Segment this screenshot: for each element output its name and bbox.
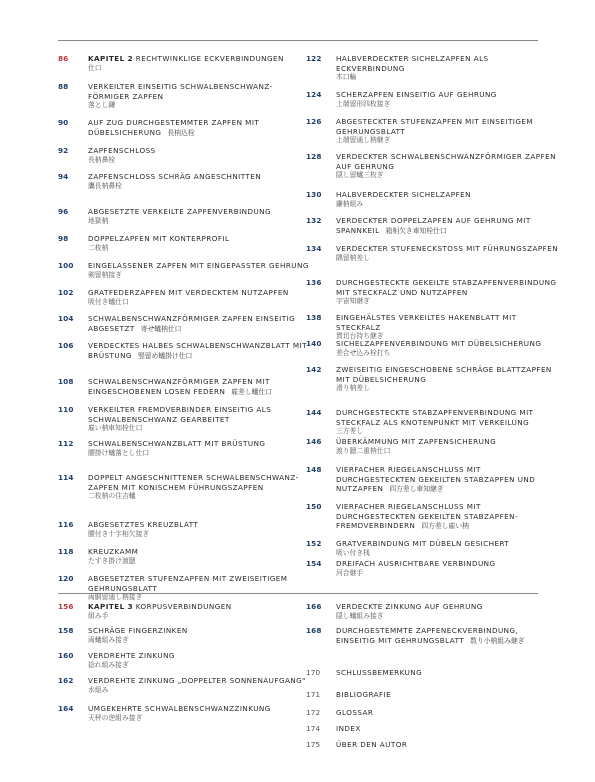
entry-text [88, 704, 312, 723]
entry-japanese: 上端留形四枚接ぎ [336, 99, 391, 108]
entry-text [88, 261, 312, 280]
entry-title-line [336, 668, 560, 678]
entry-japanese: 木口輪 [336, 73, 357, 82]
page-number: 106 [58, 341, 74, 350]
entry-japanese: 上端留通し枘継ぎ [336, 136, 391, 145]
page-number: 171 [306, 690, 321, 699]
page-number: 158 [58, 626, 74, 635]
entry-title: SCHRÄGE FINGERZINKEN [88, 626, 188, 635]
entry-title-line [88, 261, 312, 271]
page-number: 174 [306, 724, 321, 733]
entry-title-line [88, 676, 312, 686]
page-number: 142 [306, 365, 322, 374]
entry-title-line [88, 473, 312, 492]
entry-title: KREUZKAMM [88, 547, 139, 556]
entry-title-line [88, 118, 312, 138]
page-number: 138 [306, 313, 322, 322]
entry-title-line [336, 339, 560, 349]
entry-text [336, 244, 560, 263]
chapter-label: KAPITEL 2 [88, 54, 134, 63]
chapter3-right-column [306, 602, 556, 772]
page-number: 126 [306, 117, 322, 126]
page-number: 136 [306, 278, 322, 287]
page-number: 100 [58, 261, 74, 270]
entry-title: VERDREHTE ZINKUNG „DOPPELTER SONNENAUFGANG“ [88, 676, 307, 685]
entry-title: SCHLUSSBEMERKUNG [336, 668, 423, 677]
entry-title-line [336, 90, 560, 100]
page-number: 124 [306, 90, 322, 99]
page-number: 146 [306, 437, 322, 446]
entry-japanese: 雇い枘車知栓仕口 [88, 424, 143, 433]
entry-japanese: 吸付き蟻仕口 [88, 297, 129, 306]
entry-text [336, 539, 560, 558]
entry-title: DOPPELZAPFEN MIT KONTERPROFIL [88, 234, 230, 243]
page-number: 172 [306, 708, 321, 717]
page-number: 90 [58, 118, 69, 127]
chapter2-left-column [58, 54, 313, 602]
page-number: 110 [58, 405, 74, 414]
page-number: 170 [306, 668, 321, 677]
entry-title: DURCHGESTECKTE STABZAPFENVERBINDUNG MIT STECKFALZ ALS KNOTENPUNKT MIT VERKEILUNG [336, 408, 534, 427]
page-number: 140 [306, 339, 322, 348]
entry-japanese: 鎌枘組み [336, 199, 364, 208]
page-number: 108 [58, 377, 74, 386]
entry-japanese: 四方差し車知継ぎ [389, 485, 444, 494]
page-number: 152 [306, 539, 322, 548]
entry-title: VERDECKTER DOPPELZAPFEN AUF GEHRUNG MIT SPANNKEIL [336, 216, 531, 235]
entry-text [88, 602, 312, 621]
top-rule [58, 40, 538, 41]
entry-title: SCHWALBENSCHWANZFÖRMIGER ZAPFEN MIT EINGESCHOBENEN LOSEN FEDERN [88, 377, 270, 396]
entry-title: HALBVERDECKTER SICHELZAPFEN [336, 190, 471, 199]
entry-text [88, 377, 312, 397]
entry-text [88, 676, 312, 695]
page-number: 150 [306, 502, 322, 511]
entry-text [336, 502, 560, 532]
entry-japanese: たすき掛け渡腮 [88, 556, 136, 565]
page-number: 104 [58, 314, 74, 323]
entry-text [336, 313, 560, 341]
entry-title-line [88, 207, 312, 217]
entry-text [88, 314, 312, 334]
entry-title-line [336, 313, 560, 332]
entry-text [336, 602, 560, 621]
page-number: 92 [58, 146, 69, 155]
entry-title: ZWEISEITIG EINGESCHOBENE SCHRÄGE BLATTZAPFEN MIT DÜBELSICHERUNG [336, 365, 552, 384]
entry-text [88, 118, 312, 138]
entry-title: VERDECKTE ZINKUNG AUF GEHRUNG [336, 602, 483, 611]
entry-title: SCHERZAPFEN EINSEITIG AUF GEHRUNG [336, 90, 497, 99]
entry-title-line [336, 244, 560, 254]
entry-title-line [88, 377, 312, 397]
entry-title: GLOSSAR [336, 708, 374, 717]
entry-japanese: 差合せ込み栓打ち [336, 348, 391, 357]
entry-title: GRATFEDERZAPFEN MIT VERDECKTEM NUTZAPFEN [88, 288, 289, 297]
entry-title-line [336, 278, 560, 297]
entry-text [336, 339, 560, 358]
entry-text [336, 724, 560, 734]
entry-text [336, 216, 560, 236]
entry-text [336, 278, 560, 306]
entry-title-line [336, 690, 560, 700]
entry-text [336, 668, 560, 678]
entry-title-line [336, 626, 560, 646]
entry-title: ÜBERKÄMMUNG MIT ZAPFENSICHERUNG [336, 437, 497, 446]
entry-text [336, 437, 560, 456]
entry-japanese: 長枘込栓 [167, 128, 195, 137]
page-number: 168 [306, 626, 322, 635]
entry-title-line [336, 602, 560, 612]
entry-japanese: 両胴留通し枘接ぎ [88, 593, 143, 602]
page-number: 144 [306, 408, 322, 417]
entry-title: ABGESETZTES KREUZBLATT [88, 520, 199, 529]
page-number: 132 [306, 216, 322, 225]
entry-title-line [336, 365, 560, 384]
entry-japanese: 貫切台持ち継ぎ [336, 332, 384, 341]
entry-title: VERDECKTER SCHWALBENSCHWANZFÖRMIGER ZAPFEN AUF GEHRUNG [336, 152, 556, 171]
entry-title-line [88, 520, 312, 530]
entry-title: VERKEILTER FREMDVERBINDER EINSEITIG ALS SCHWALBENSCHWANZ GEARBEITET [88, 405, 272, 424]
entry-text [88, 574, 312, 602]
entry-text [336, 190, 560, 209]
entry-text [88, 405, 312, 433]
entry-title: KORPUSVERBINDUNGEN [135, 602, 232, 611]
entry-title: DOPPELT ANGESCHNITTENER SCHWALBENSCHWANZ-ZAPFEN MIT KONISCHEM FÜHRUNGSZAPFEN [88, 473, 299, 492]
entry-text [88, 172, 312, 191]
chapter-label: KAPITEL 3 [88, 602, 134, 611]
page-number: 112 [58, 439, 74, 448]
entry-text [88, 520, 312, 539]
entry-text [336, 117, 560, 145]
page-number: 175 [306, 740, 321, 749]
page-number: 128 [306, 152, 322, 161]
entry-japanese: 雇差し蟻仕口 [231, 387, 273, 396]
page-number: 164 [58, 704, 74, 713]
entry-japanese: 箱相欠き車知栓仕口 [385, 226, 447, 235]
entry-title-line [88, 439, 312, 449]
entry-text [88, 473, 312, 501]
entry-text [336, 690, 560, 700]
entry-title-line [336, 408, 560, 427]
entry-japanese: 二枚枘 [88, 243, 109, 252]
entry-text [336, 54, 560, 82]
entry-title-line [88, 602, 312, 612]
entry-japanese: 河合継手 [336, 568, 364, 577]
entry-title: VERDECKTES HALBES SCHWALBENSCHWANZBLATT MIT BRÜSTUNG [88, 341, 307, 360]
entry-title: SICHELZAPFENVERBINDUNG MIT DÜBELSICHERUNG [336, 339, 542, 348]
page-number: 122 [306, 54, 322, 63]
entry-title: ZAPFENSCHLOSS [88, 146, 156, 155]
entry-japanese: 腰掛け蟻落とし仕口 [88, 448, 150, 457]
entry-japanese: 吸い付き桟 [336, 548, 370, 557]
entry-japanese: 落とし鎌 [88, 101, 116, 110]
entry-title-line [88, 172, 312, 182]
entry-title-line [336, 724, 560, 734]
page-number: 86 [58, 54, 69, 63]
entry-title-line [336, 152, 560, 171]
entry-title-line [336, 559, 560, 569]
entry-title: VERKEILTER EINSEITIG SCHWALBENSCHWANZ-FÖRMIGER ZAPFEN [88, 82, 273, 101]
entry-title: ÜBER DEN AUTOR [336, 740, 408, 749]
entry-japanese: 天秤の逆組み接ぎ [88, 713, 143, 722]
page-number: 114 [58, 473, 74, 482]
entry-japanese: 地獄枘 [88, 216, 109, 225]
page-number: 88 [58, 82, 69, 91]
page-number: 134 [306, 244, 322, 253]
entry-text [88, 146, 312, 165]
entry-title-line [88, 146, 312, 156]
entry-title-line [88, 341, 312, 361]
entry-title: UMGEKEHRTE SCHWALBENSCHWANZZINKUNG [88, 704, 271, 713]
entry-title: VERDECKTER STUFENECKSTOSS MIT FÜHRUNGSZAPFEN [336, 244, 559, 253]
page-number: 94 [58, 172, 69, 181]
entry-japanese: 剣留枘接ぎ [88, 270, 122, 279]
page-number: 116 [58, 520, 74, 529]
entry-japanese: 組み手 [88, 611, 109, 620]
entry-title: DURCHGESTEMMTE ZAPFENECKVERBINDUNG, EINSEITIG MIT GEHRUNGSBLATT [336, 626, 519, 645]
entry-title: ABGESTECKTER STUFENZAPFEN MIT EINSEITIGEM GEHRUNGSBLATT [336, 117, 534, 136]
entry-japanese: 四方差し雇い枘 [421, 522, 469, 531]
entry-title: ABGESETZTE VERKEILTE ZAPFENVERBINDUNG [88, 207, 272, 216]
entry-text [88, 439, 312, 458]
page-number: 160 [58, 651, 74, 660]
entry-japanese: 水組み [88, 685, 109, 694]
entry-text [336, 740, 560, 750]
entry-title-line [88, 547, 312, 557]
entry-title: SCHWALBENSCHWANZBLATT MIT BRÜSTUNG [88, 439, 266, 448]
entry-title-line [336, 190, 560, 200]
entry-title-line [88, 314, 312, 334]
entry-title: EINGEHÄLSTES VERKEILTES HAKENBLATT MIT STECKFALZ [336, 313, 517, 332]
entry-title-line [88, 234, 312, 244]
page-number: 130 [306, 190, 322, 199]
page-number: 102 [58, 288, 74, 297]
entry-japanese: 竪留め蟻掛け仕口 [137, 351, 193, 360]
entry-title: SCHWALBENSCHWANZFÖRMIGER ZAPFEN EINSEITIG ABGESETZT [88, 314, 296, 333]
entry-title-line [336, 437, 560, 447]
entry-title-line [336, 117, 560, 136]
entry-title-line [336, 216, 560, 236]
entry-text [88, 54, 312, 73]
entry-japanese: 二枚枘の住吉蟻 [88, 492, 136, 501]
entry-japanese: 宇宙知継ぎ [336, 297, 370, 306]
entry-title-line [88, 288, 312, 298]
entry-title-line [88, 54, 312, 64]
entry-title-line [336, 539, 560, 549]
entry-text [88, 207, 312, 226]
chapter2-right-column [306, 54, 559, 584]
entry-text [336, 465, 560, 495]
entry-title: DREIFACH AUSRICHTBARE VERBINDUNG [336, 559, 496, 568]
page-number: 118 [58, 547, 74, 556]
entry-title: AUF ZUG DURCHGESTEMMTER ZAPFEN MIT DÜBELSICHERUNG [88, 118, 260, 137]
entry-title: ZAPFENSCHLOSS SCHRÄG ANGESCHNITTEN [88, 172, 262, 181]
entry-title: EINGELASSENER ZAPFEN MIT EINGEPASSTER GEHRUNG [88, 261, 309, 270]
page-number: 148 [306, 465, 322, 474]
entry-japanese: 捻れ組み接ぎ [88, 660, 129, 669]
entry-text [336, 365, 560, 393]
entry-text [88, 288, 312, 307]
entry-text [88, 626, 312, 645]
entry-title: VERDREHTE ZINKUNG [88, 651, 175, 660]
entry-title: VIERFACHER RIEGELANSCHLUSS MIT DURCHGESTECKTEN GEKEILTEN STABZAPFEN UND NUTZAPFEN [336, 465, 536, 494]
page-number: 156 [58, 602, 74, 611]
entry-japanese: 隠し蟻組み接ぎ [336, 611, 384, 620]
page-number: 154 [306, 559, 322, 568]
entry-text [336, 408, 560, 436]
entry-title-line [88, 574, 312, 593]
entry-japanese: 両蟻組み接ぎ [88, 635, 129, 644]
entry-text [88, 82, 312, 110]
entry-text [336, 559, 560, 578]
entry-japanese: 三方差し [336, 427, 364, 436]
page-number: 98 [58, 234, 69, 243]
page-number: 120 [58, 574, 74, 583]
entry-title: RECHTWINKLIGE ECKVERBINDUNGEN [135, 54, 284, 63]
entry-title: VIERFACHER RIEGELANSCHLUSS MIT DURCHGESTECKTEN GEKEILTEN STABZAPFEN-FREMDVERBINDERN [336, 502, 519, 531]
entry-japanese: 滑り枘差し [336, 384, 370, 393]
chapter3-left-column [58, 602, 313, 772]
entry-japanese: 渡り腮二重枘仕口 [336, 446, 391, 455]
entry-title: ABGESETZTER STUFENZAPFEN MIT ZWEISEITIGEM GEHRUNGSBLATT [88, 574, 288, 593]
entry-title-line [336, 708, 560, 718]
entry-title: DURCHGESTECKTE GEKEILTE STABZAPFENVERBINDUNG MIT STECKFALZ UND NUTZAPFEN [336, 278, 557, 297]
page-number: 162 [58, 676, 74, 685]
entry-text [88, 547, 312, 566]
entry-japanese: 仕口 [88, 63, 102, 72]
entry-text [336, 626, 560, 646]
entry-title-line [336, 54, 560, 73]
entry-japanese: 寄せ蟻枘仕口 [140, 324, 182, 333]
entry-japanese: 隠し留蟻三枚ぎ [336, 171, 384, 180]
entry-title-line [88, 405, 312, 424]
entry-japanese: 鷹長枘鼻栓 [88, 181, 122, 190]
entry-title-line [336, 465, 560, 495]
entry-text [88, 341, 312, 361]
page-number: 166 [306, 602, 322, 611]
entry-title-line [88, 704, 312, 714]
entry-title: HALBVERDECKTER SICHELZAPFEN ALS ECKVERBINDUNG [336, 54, 489, 73]
entry-title-line [88, 626, 312, 636]
entry-title: INDEX [336, 724, 361, 733]
entry-japanese: 隅留枘差し [336, 253, 370, 262]
entry-text [336, 708, 560, 718]
entry-japanese: 腰付き十字相欠接ぎ [88, 529, 150, 538]
entry-title-line [88, 82, 312, 101]
page-number: 96 [58, 207, 69, 216]
entry-text [88, 234, 312, 253]
entry-title: BIBLIOGRAFIE [336, 690, 392, 699]
entry-title: GRATVERBINDUNG MIT DÜBELN GESICHERT [336, 539, 510, 548]
entry-japanese: 長枘鼻栓 [88, 155, 116, 164]
entry-title-line [336, 740, 560, 750]
entry-text [88, 651, 312, 670]
entry-japanese: 数り小枘組み継ぎ [470, 636, 525, 645]
entry-title-line [88, 651, 312, 661]
entry-title-line [336, 502, 560, 532]
entry-text [336, 90, 560, 109]
entry-text [336, 152, 560, 180]
